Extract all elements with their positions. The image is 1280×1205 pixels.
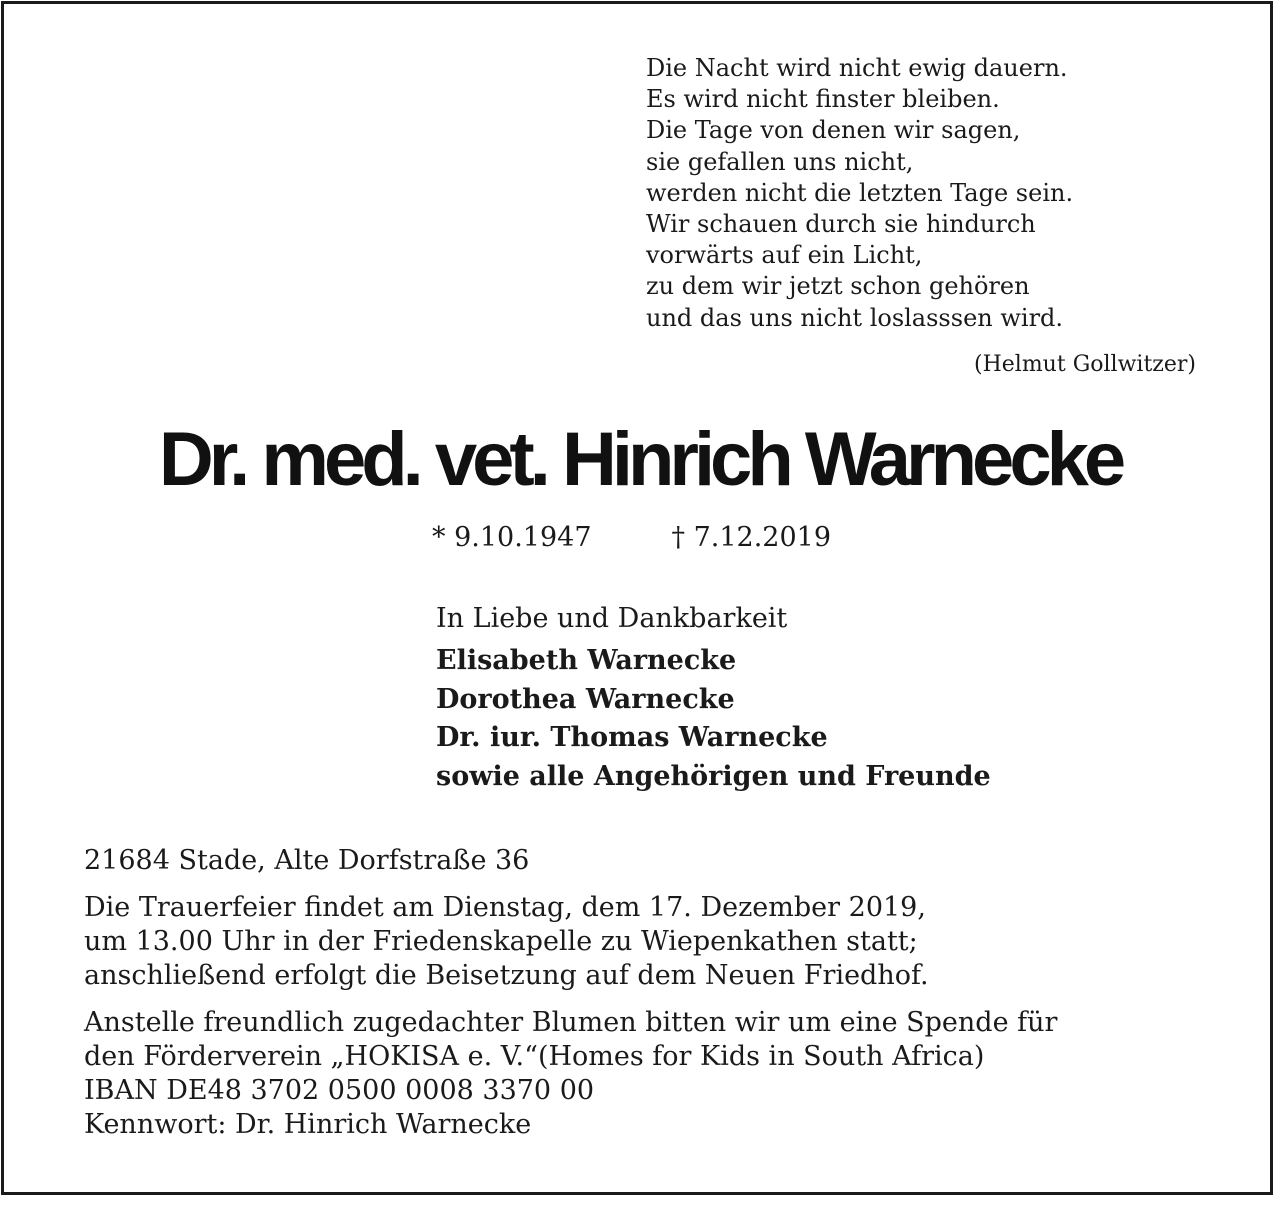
- mourner-name: Dr. iur. Thomas Warnecke: [436, 722, 828, 753]
- keyword-line: Kennwort: Dr. Hinrich Warnecke: [84, 1109, 532, 1141]
- funeral-line: anschließend erfolgt die Beisetzung auf dem Neuen Friedhof.: [84, 960, 929, 992]
- address: 21684 Stade, Alte Dorfstraße 36: [84, 845, 530, 876]
- mourners-intro: In Liebe und Dankbarkeit: [436, 603, 788, 634]
- poem-line: Die Nacht wird nicht ewig dauern.: [646, 54, 1068, 82]
- mourner-name: Elisabeth Warnecke: [436, 645, 737, 676]
- poem-line: Die Tage von denen wir sagen,: [646, 116, 1021, 145]
- mourners-block: [436, 600, 991, 796]
- donation-line: den Förderverein „HOKISA e. V.“(Homes for Kids in South Africa): [84, 1040, 985, 1072]
- poem-line: Wir schauen durch sie hindurch: [646, 210, 1036, 239]
- poem-line: vorwärts auf ein Licht,: [646, 241, 923, 270]
- poem-line: Es wird nicht finster bleiben.: [646, 85, 1000, 114]
- poem-line: und das uns nicht loslasssen wird.: [646, 303, 1064, 332]
- birth-date: * 9.10.1947: [432, 522, 592, 553]
- funeral-paragraph: [84, 891, 1234, 994]
- life-dates: [432, 520, 831, 556]
- poem-line: sie gefallen uns nicht,: [646, 147, 914, 176]
- funeral-line: Die Trauerfeier findet am Dienstag, dem 17. Dezember 2019,: [84, 892, 926, 923]
- iban-line: IBAN DE48 3702 0500 0008 3370 00: [84, 1075, 595, 1107]
- mourner-name: sowie alle Angehörigen und Freunde: [436, 760, 991, 792]
- details-block: [84, 843, 1234, 1142]
- mourner-name: Dorothea Warnecke: [436, 683, 735, 715]
- poem-block: [646, 53, 1206, 380]
- death-date: † 7.12.2019: [671, 522, 831, 553]
- donation-line: Anstelle freundlich zugedachter Blumen bitten wir um eine Spende für: [84, 1006, 1058, 1038]
- poem-line: zu dem wir jetzt schon gehören: [646, 272, 1030, 301]
- donation-paragraph: [84, 1006, 1234, 1143]
- funeral-line: um 13.00 Uhr in der Friedenskapelle zu Wiepenkathen statt;: [84, 926, 918, 958]
- poem-line: werden nicht die letzten Tage sein.: [646, 178, 1074, 207]
- deceased-name: Dr. med. vet. Hinrich Warnecke: [158, 417, 1122, 502]
- poem-author: (Helmut Gollwitzer): [974, 351, 1196, 377]
